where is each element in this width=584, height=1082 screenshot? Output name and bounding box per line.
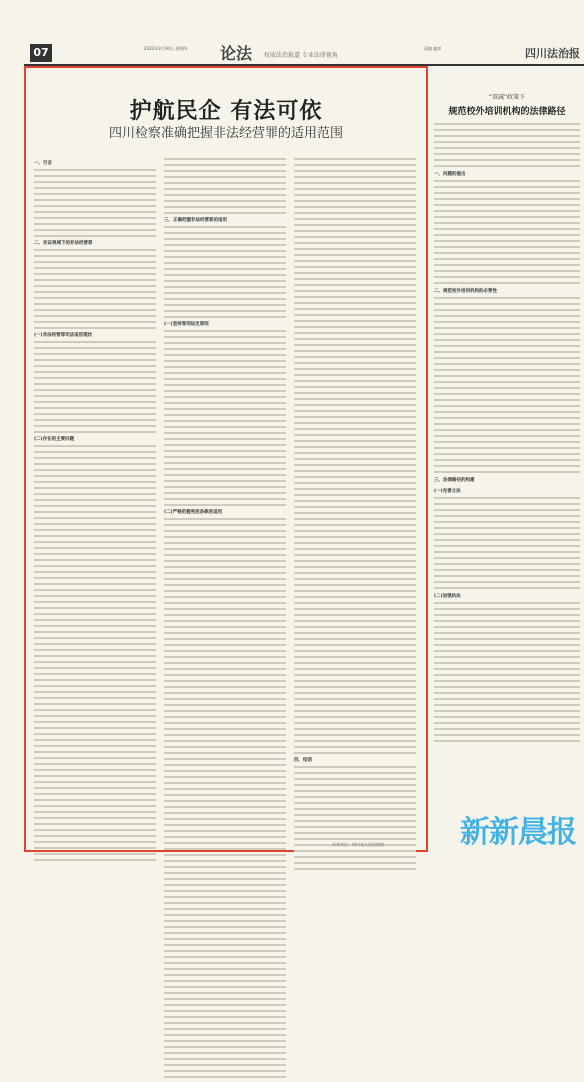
article-column-1 [34,158,156,865]
watermark-logo: 新新晨报 [460,815,576,850]
section-name: 论法 [220,44,253,63]
author-affiliation: 作者单位：四川省人民检察院 [332,842,384,847]
text-block [434,123,580,167]
sidebar-title: 规范校外培训机构的法律路径 [448,107,566,117]
section-heading: 四、结语 [294,758,312,763]
section-heading: 一、引言 [34,161,52,166]
text-block [164,226,286,318]
section-heading: (二)严格把握兜底条款的适用 [164,510,223,515]
section-heading: (一)非法经营罪司法适用现状 [34,333,93,338]
section-heading: 二、实证视域下的非法经营罪 [34,241,93,246]
section-heading: 三、法律路径的构建 [434,478,475,483]
text-block [34,249,156,329]
main-article [24,66,428,852]
section-slogan: 权威法治报道 专业法律视角 [264,52,338,59]
text-block [164,158,286,214]
text-block [294,158,416,754]
text-block [434,180,580,284]
article-column-2 [164,158,286,1082]
editor-line: 责编 编审 [424,46,442,51]
text-block [294,766,416,870]
text-block [164,330,286,506]
article-subtitle: 四川检察准确把握非法经营罪的适用范围 [108,126,343,141]
text-block [34,341,156,433]
text-block [164,518,286,1078]
section-heading: 二、规范校外培训机构的必要性 [434,289,497,294]
article-title: 护航民企 有法可依 [129,99,323,124]
text-block [434,602,580,742]
text-block [434,297,580,473]
section-heading: (二)加强执法 [434,594,461,599]
section-heading: 三、正确把握非法经营罪的适用 [164,218,227,223]
section-heading: (二)存在的主要问题 [34,437,75,442]
section-heading: 一、问题的提出 [434,172,466,177]
article-column-3 [294,158,416,874]
page-header [24,44,584,66]
page-number: 07 [30,44,52,62]
sidebar-kicker: “双减”政策下 [488,94,526,101]
sidebar-article [434,66,580,852]
text-block [434,497,580,589]
section-heading: (一)坚持罪刑法定原则 [164,322,209,327]
text-block [34,169,156,237]
date-line: 2023年3月30日 星期四 [144,46,188,51]
text-block [34,445,156,861]
masthead-logo: 四川法治报 [525,47,580,60]
section-heading: (一)完善立法 [434,489,461,494]
